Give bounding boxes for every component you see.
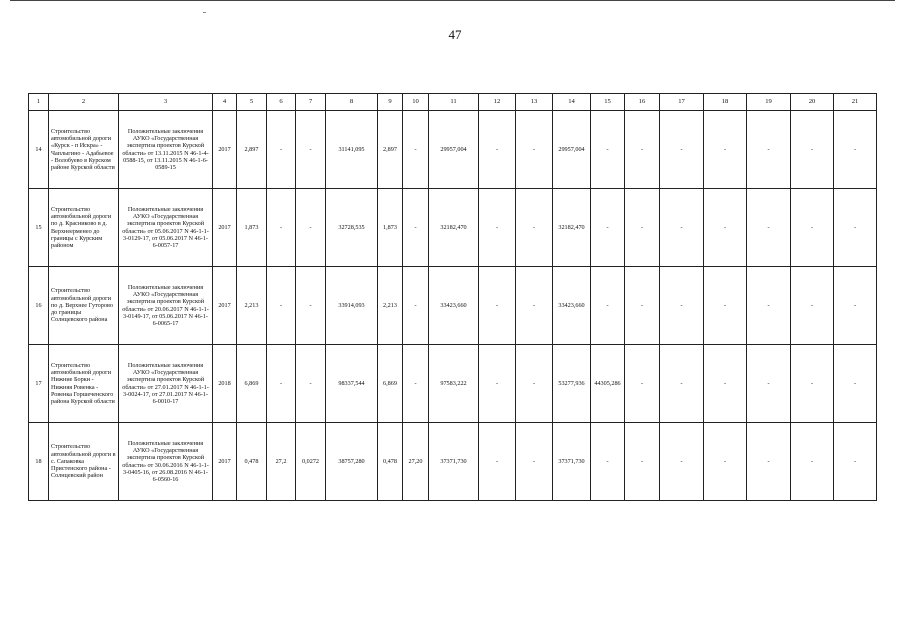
table-row [29, 111, 877, 189]
table-cell: - [267, 345, 296, 423]
column-number-header: 10 [403, 94, 429, 111]
table-cell: 2,213 [378, 267, 403, 345]
table-cell: - [834, 423, 877, 501]
table-cell: - [591, 423, 625, 501]
table-cell: - [479, 111, 516, 189]
row-number-cell: 14 [29, 111, 49, 189]
table-cell: - [516, 423, 553, 501]
column-number-header: 20 [791, 94, 834, 111]
column-number-header: 2 [49, 94, 119, 111]
table-cell: 32728,535 [326, 189, 378, 267]
table-cell: - [403, 111, 429, 189]
table-cell: - [660, 189, 704, 267]
column-number-header: 5 [237, 94, 267, 111]
table-header-row [29, 94, 877, 111]
column-number-header: 12 [479, 94, 516, 111]
table-cell: - [660, 345, 704, 423]
table-cell: 0,0272 [296, 423, 326, 501]
table-cell: - [479, 345, 516, 423]
table-cell: - [660, 111, 704, 189]
table-cell: - [267, 267, 296, 345]
table-cell: - [704, 267, 747, 345]
table-cell: 53277,936 [553, 345, 591, 423]
page-top-border [10, 0, 895, 1]
table-cell: - [834, 111, 877, 189]
table-cell: - [747, 267, 791, 345]
scan-speck [203, 12, 206, 13]
table-cell: 1,873 [378, 189, 403, 267]
project-name-cell: Строительство автомобильной дороги в с. Сапаковка Пристенского района - Солнцевский район [49, 423, 119, 501]
table-cell: 37371,730 [429, 423, 479, 501]
table-cell: 0,478 [378, 423, 403, 501]
table-cell: 32182,470 [553, 189, 591, 267]
table-cell: 2,213 [237, 267, 267, 345]
page-number: 47 [448, 27, 462, 42]
table-cell: 33423,660 [429, 267, 479, 345]
row-number-cell: 16 [29, 267, 49, 345]
column-number-header: 7 [296, 94, 326, 111]
table-cell: - [403, 267, 429, 345]
table-cell: - [403, 189, 429, 267]
table-cell: - [625, 345, 660, 423]
table-cell: - [791, 111, 834, 189]
table-cell: 32182,470 [429, 189, 479, 267]
row-number-cell: 15 [29, 189, 49, 267]
table-row [29, 423, 877, 501]
column-number-header: 17 [660, 94, 704, 111]
table-cell: - [791, 345, 834, 423]
table-cell: 31141,095 [326, 111, 378, 189]
table-cell: - [660, 423, 704, 501]
column-number-header: 3 [119, 94, 213, 111]
table-cell: - [625, 111, 660, 189]
year-cell: 2018 [213, 345, 237, 423]
table-cell: 2,897 [378, 111, 403, 189]
year-cell: 2017 [213, 423, 237, 501]
table-cell: - [479, 189, 516, 267]
table-cell: - [591, 111, 625, 189]
project-name-cell: Строительство автомобильной дороги «Курск - п Искра» - Чаплыгино - Адабьевое - Волобуево в Курском районе Курской области [49, 111, 119, 189]
expert-conclusion-cell: Положительные заключения АУКО «Государственная экспертиза проектов Курской области» от 05.06.2017 N 46-1-1-3-0129-17, от 05.06.2017 N 46-1-6-0057-17 [119, 189, 213, 267]
table-cell: - [403, 345, 429, 423]
table-cell: - [296, 345, 326, 423]
table-cell: - [625, 423, 660, 501]
column-number-header: 14 [553, 94, 591, 111]
column-number-header: 8 [326, 94, 378, 111]
row-number-cell: 18 [29, 423, 49, 501]
table-cell: - [516, 267, 553, 345]
table-cell: 0,478 [237, 423, 267, 501]
project-name-cell: Строительство автомобильной дороги Нижние Борки - Нижняя Ровенка - Ровенка Горшеченского района Курской области [49, 345, 119, 423]
table-cell: 98337,544 [326, 345, 378, 423]
table-cell: 38757,280 [326, 423, 378, 501]
table-cell: - [479, 423, 516, 501]
row-number-cell: 17 [29, 345, 49, 423]
table-cell: 37371,730 [553, 423, 591, 501]
column-number-header: 13 [516, 94, 553, 111]
column-number-header: 19 [747, 94, 791, 111]
expert-conclusion-cell: Положительные заключения АУКО «Государственная экспертиза проектов Курской области» от 30.06.2016 N 46-1-1-3-0405-16, от 26.08.2016 N 46-1-6-0560-16 [119, 423, 213, 501]
column-number-header: 18 [704, 94, 747, 111]
expert-conclusion-cell: Положительные заключения АУКО «Государственная экспертиза проектов Курской области» от 20.06.2017 N 46-1-1-3-0149-17, от 05.06.2017 N 46-1-6-0065-17 [119, 267, 213, 345]
table-cell: - [591, 189, 625, 267]
project-name-cell: Строительство автомобильной дороги по д. Верхнее Гуторово до границы Солнцевского района [49, 267, 119, 345]
table-cell: 27,20 [403, 423, 429, 501]
project-name-cell: Строительство автомобильной дороги по д. Красниково в д. Верхнеерменео до границы с Курским районом [49, 189, 119, 267]
column-number-header: 11 [429, 94, 479, 111]
year-cell: 2017 [213, 267, 237, 345]
table-cell: - [296, 189, 326, 267]
column-number-header: 9 [378, 94, 403, 111]
table-cell: - [516, 111, 553, 189]
table-cell: 33914,093 [326, 267, 378, 345]
table-cell: - [704, 345, 747, 423]
table-cell: - [660, 267, 704, 345]
table-row [29, 267, 877, 345]
table-cell: 29957,004 [429, 111, 479, 189]
table-cell: - [704, 189, 747, 267]
year-cell: 2017 [213, 111, 237, 189]
expert-conclusion-cell: Положительные заключения АУКО «Государственная экспертиза проектов Курской области» от 27.01.2017 N 46-1-1-3-0024-17, от 27.01.2017 N 46-1-6-0010-17 [119, 345, 213, 423]
expert-conclusion-cell: Положительные заключения АУКО «Государственная экспертиза проектов Курской области» от 13.11.2015 N 46-1-4-0588-15, от 13.11.2015 N 46-1-6-0589-15 [119, 111, 213, 189]
table-cell: - [834, 345, 877, 423]
table-cell: 6,869 [378, 345, 403, 423]
table-cell: - [516, 189, 553, 267]
table-cell: - [296, 111, 326, 189]
table-cell: - [516, 345, 553, 423]
table-cell: - [479, 267, 516, 345]
table-cell: 29957,004 [553, 111, 591, 189]
table-cell: - [625, 267, 660, 345]
table-cell: 27,2 [267, 423, 296, 501]
data-table [28, 93, 877, 501]
table-row [29, 189, 877, 267]
table-cell: 2,897 [237, 111, 267, 189]
table-cell: - [704, 423, 747, 501]
table-cell: - [834, 267, 877, 345]
table-cell: - [747, 189, 791, 267]
table-cell: - [267, 189, 296, 267]
column-number-header: 1 [29, 94, 49, 111]
table-row [29, 345, 877, 423]
table-cell: - [834, 189, 877, 267]
table-cell: 1,873 [237, 189, 267, 267]
table-cell: - [296, 267, 326, 345]
table-cell: 44305,286 [591, 345, 625, 423]
table-cell: - [747, 345, 791, 423]
table-cell: - [747, 111, 791, 189]
column-number-header: 6 [267, 94, 296, 111]
column-number-header: 21 [834, 94, 877, 111]
table-cell: - [625, 189, 660, 267]
table-cell: - [791, 189, 834, 267]
year-cell: 2017 [213, 189, 237, 267]
table-cell: - [791, 423, 834, 501]
table-cell: 97583,222 [429, 345, 479, 423]
column-number-header: 15 [591, 94, 625, 111]
table-cell: 33423,660 [553, 267, 591, 345]
table-cell: - [267, 111, 296, 189]
table-cell: - [791, 267, 834, 345]
table-cell: 6,869 [237, 345, 267, 423]
table-cell: - [704, 111, 747, 189]
column-number-header: 4 [213, 94, 237, 111]
table-cell: - [747, 423, 791, 501]
column-number-header: 16 [625, 94, 660, 111]
table-cell: - [591, 267, 625, 345]
